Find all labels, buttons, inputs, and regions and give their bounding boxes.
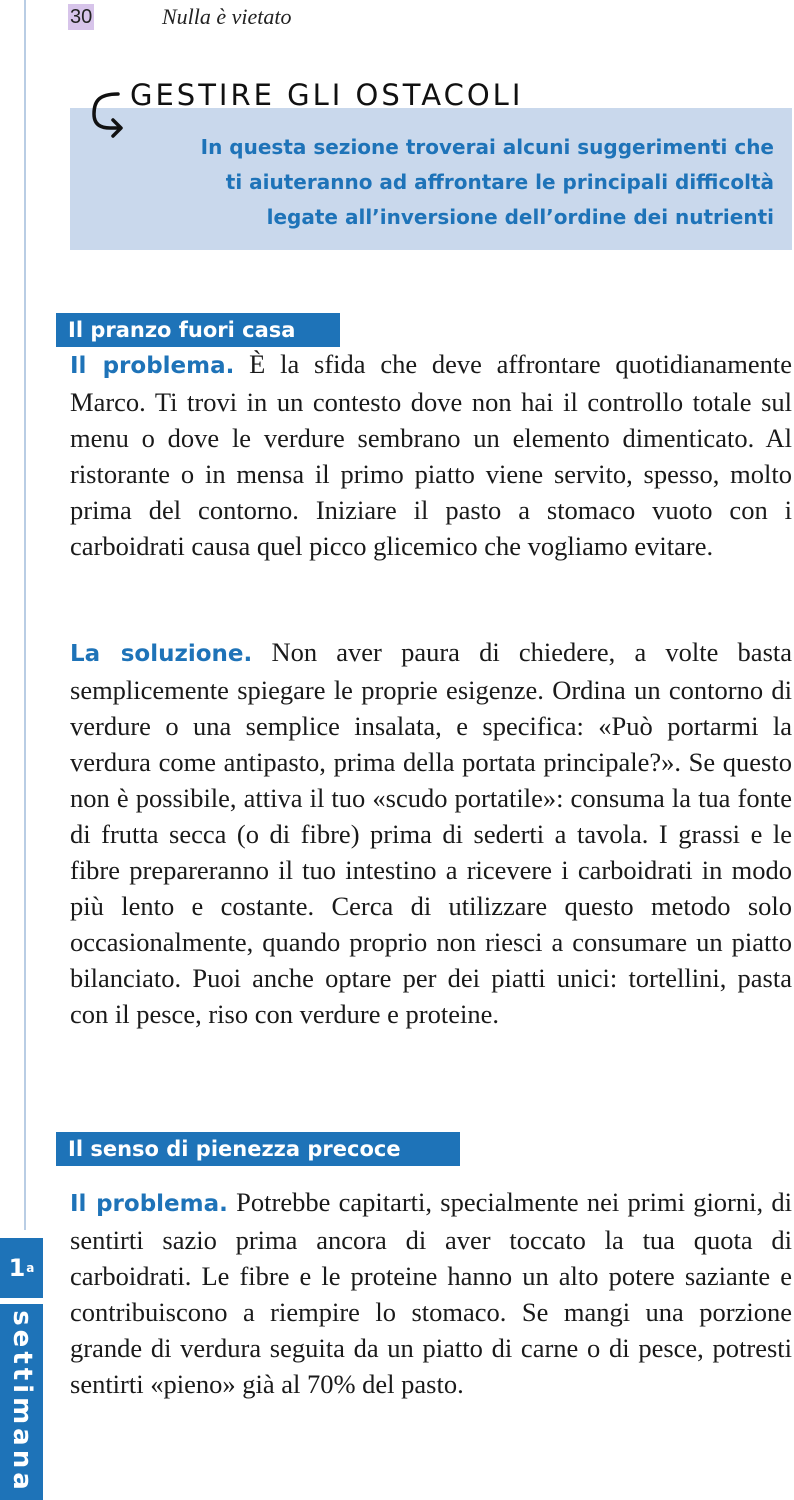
running-title: Nulla è vietato xyxy=(162,4,292,29)
margin-rule xyxy=(24,0,26,1230)
fullness-problem-paragraph xyxy=(70,1184,792,1402)
topic-heading-lunch: Il pranzo fuori casa xyxy=(56,313,340,347)
intro-text xyxy=(94,130,774,235)
topic-heading-fullness: Il senso di pienezza precoce xyxy=(56,1132,460,1166)
problem-text: È la sfida che deve affrontare quotidianamente Marco. Ti trovi in un contesto dove non hai il controllo totale sul menu o dove le verdure sembrano un elemento dimenticato. Al ristorante o in mensa il primo piatto viene servito, spesso, molto prima del contorno. Iniziare il pasto a stomaco vuoto con i carboidrati causa quel picco glicemico che vogliamo evitare. xyxy=(70,349,793,561)
intro-box xyxy=(70,108,792,250)
problem-label: Il problema. xyxy=(70,1191,228,1217)
week-number-tab xyxy=(0,1238,43,1298)
solution-text: Non aver paura di chiedere, a volte basta semplicemente spiegare le proprie esigenze. Ordina un contorno di verdure o una semplice insalata, e specifica: «Può portarmi la verdura come antipasto, prima della portata principale?». Se questo non è possibile, attiva il tuo «scudo portatile»: consuma la tua fonte di frutta secca (o di fibre) prima di sederti a tavola. I grassi e le fibre prepareranno il tuo intestino a ricevere i carboidrati in modo più lento e costante. Cerca di utilizzare questo metodo solo occasionalmente, quando proprio non riesci a consumare un piatto bilanciato. Puoi anche optare per dei piatti unici: tortellini, pasta con il pesce, riso con verdure e proteine. xyxy=(70,637,793,1029)
week-number: 1 xyxy=(8,1254,26,1282)
page-number: 30 xyxy=(70,6,93,28)
intro-line: legate all’inversione dell’ordine dei nutrienti xyxy=(266,205,774,229)
solution-label: La soluzione. xyxy=(70,641,253,667)
problem-text: Potrebbe capitarti, specialmente nei primi giorni, di sentirti sazio prima ancora di aver toccato la tua quota di carboidrati. Le fibre e le proteine hanno un alto potere saziante e contribuiscono a riempire lo stomaco. Se mangi una porzione grande di verdura seguita da un piatto di carne o di pesce, potresti sentirti «pieno» già al 70% del pasto. xyxy=(70,1187,792,1399)
curved-arrow-icon xyxy=(88,88,128,140)
lunch-problem-paragraph xyxy=(70,346,792,564)
intro-line: ti aiuteranno ad affrontare le principali difficoltà xyxy=(225,170,774,194)
lunch-solution-paragraph xyxy=(70,634,792,1032)
section-title: GESTIRE GLI OSTACOLI xyxy=(130,78,524,112)
week-number-suffix: a xyxy=(26,1261,35,1275)
problem-label: Il problema. xyxy=(70,353,235,379)
week-label-tab xyxy=(0,1304,43,1500)
week-label: settimana xyxy=(6,1310,37,1494)
intro-line: In questa sezione troverai alcuni suggerimenti che xyxy=(200,135,774,159)
